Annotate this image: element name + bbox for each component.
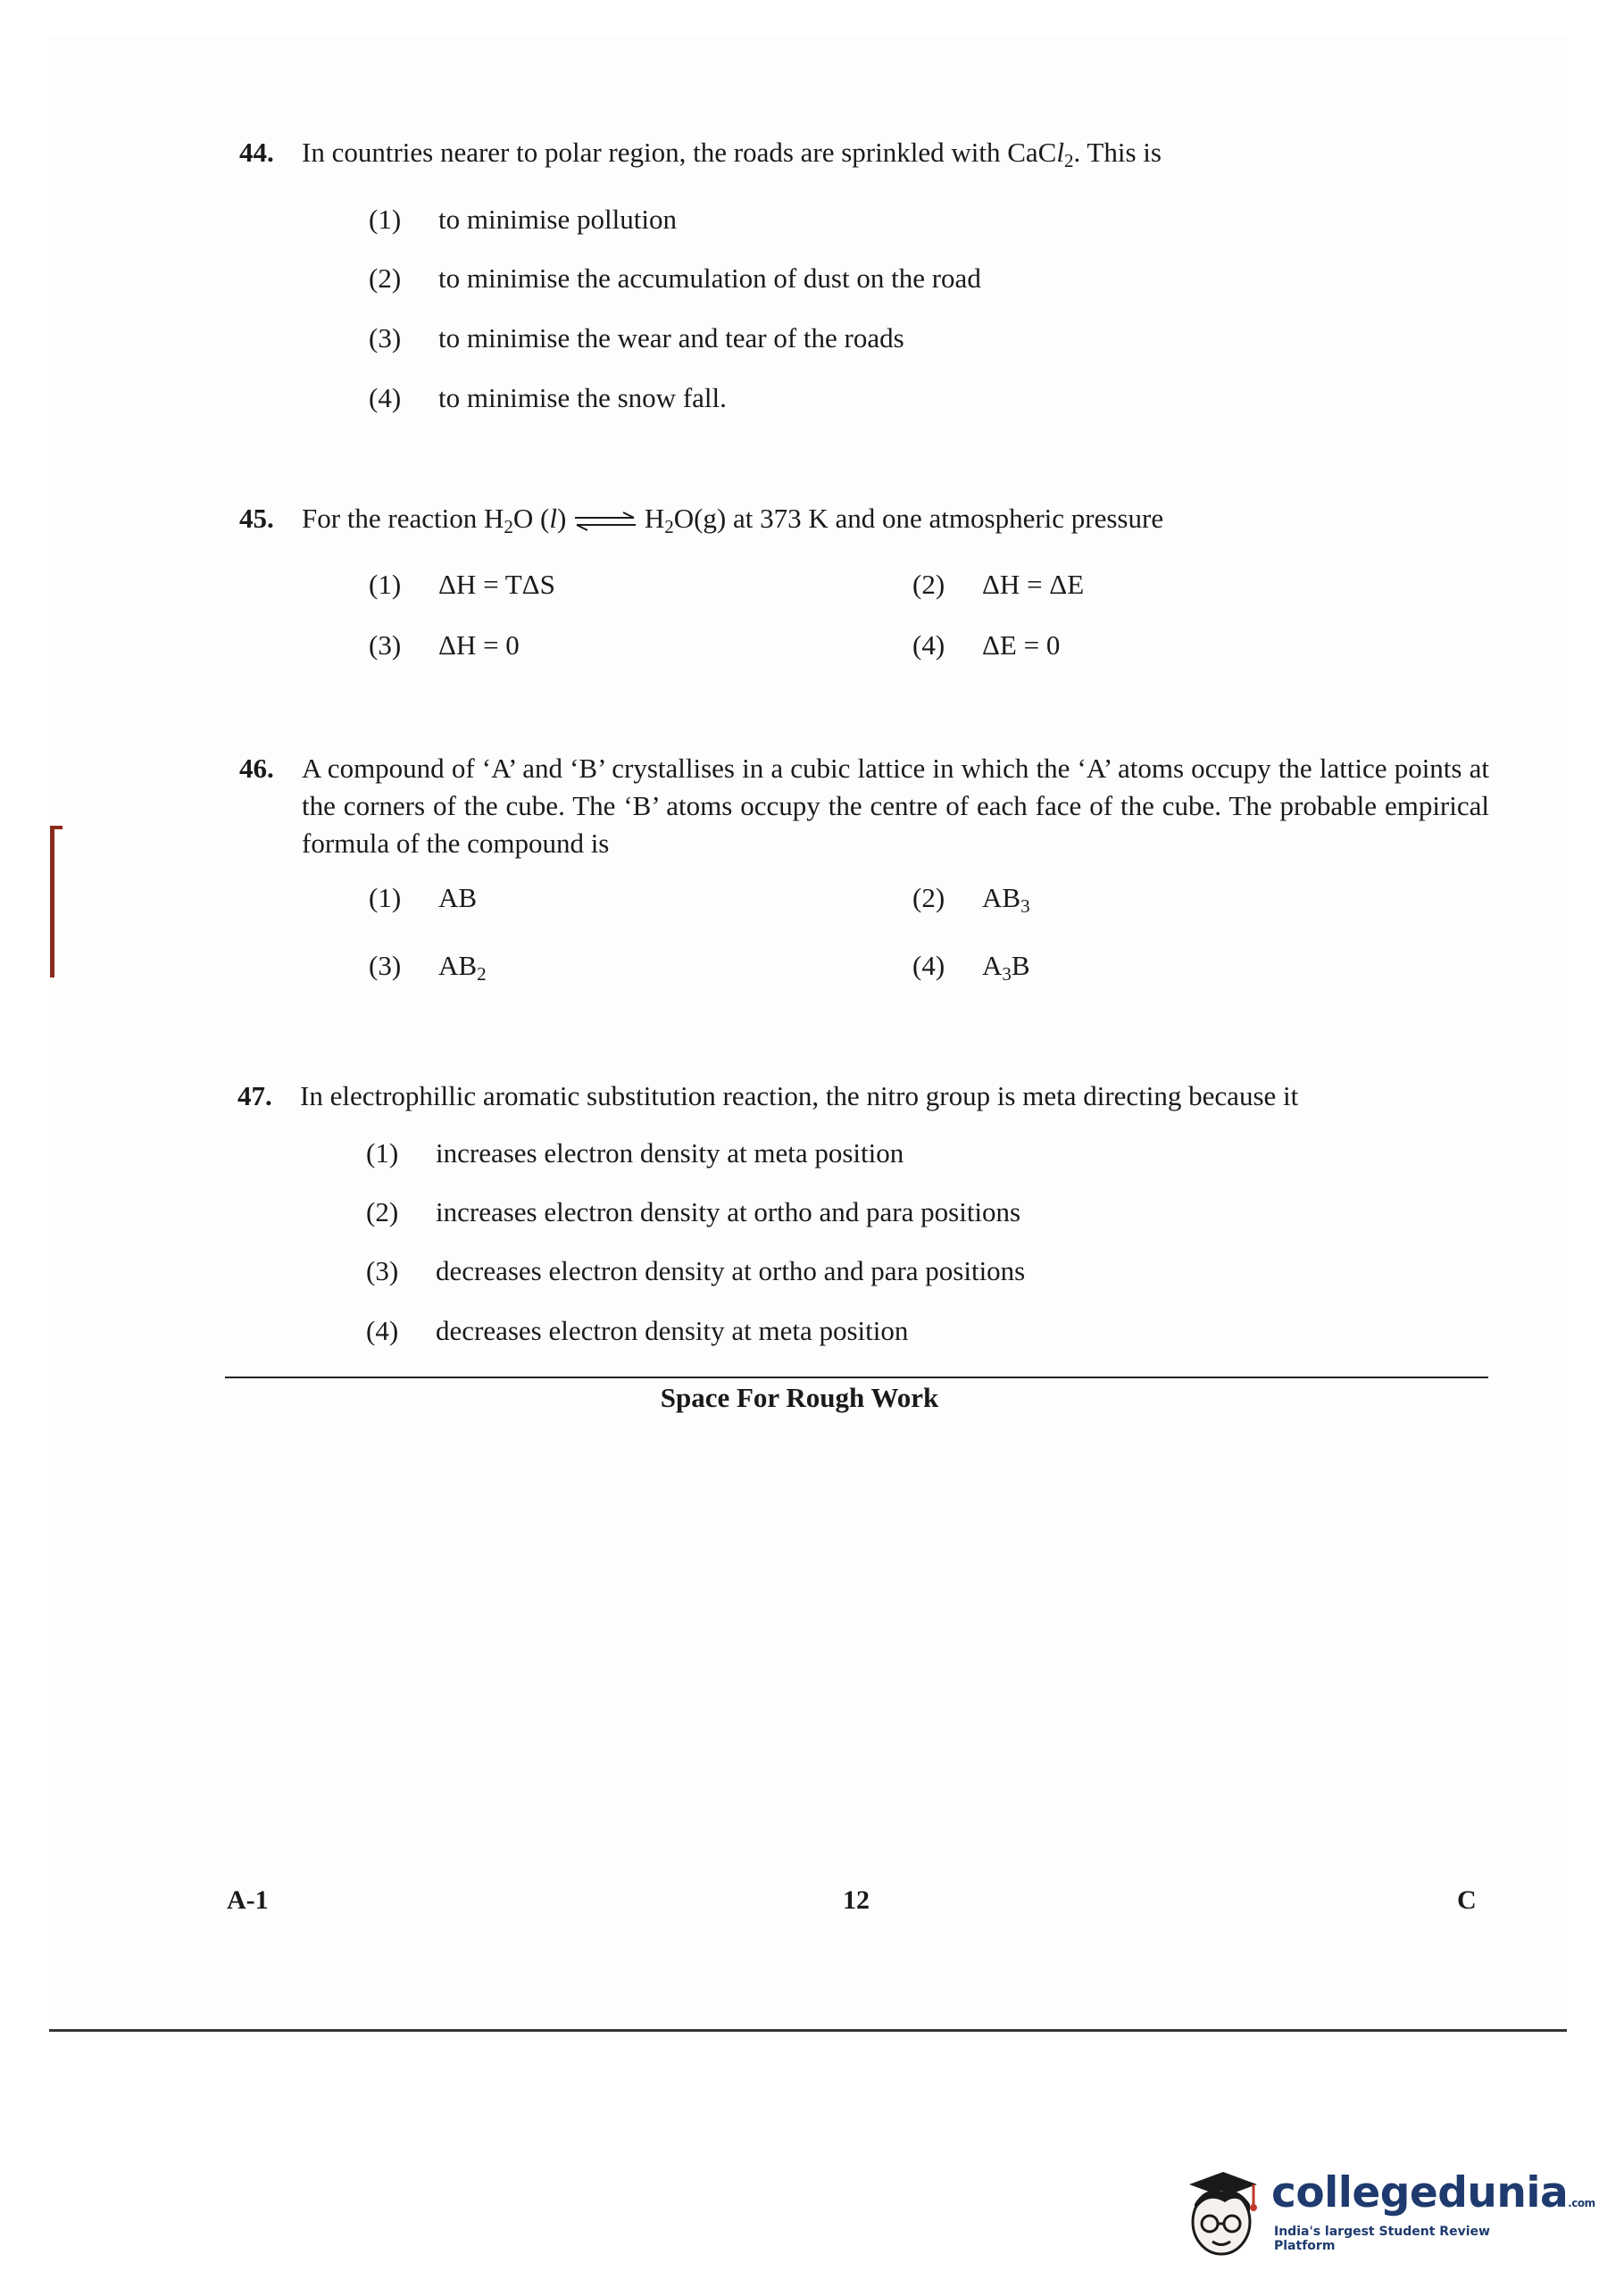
q44-option-1: (1) to minimise pollution — [369, 204, 677, 235]
q46-option-1: (1) AB — [369, 882, 478, 913]
question-text: In countries nearer to polar region, the roads are sprinkled with CaCl$_2$. This is — [302, 137, 1162, 171]
margin-mark — [50, 826, 54, 977]
q44-option-2: (2) to minimise the accumulation of dust on the road — [369, 262, 981, 294]
question-text: For the reaction $H_2O$ (l) $H_2O(g)$ at 373 K and one atmospheric pressure — [302, 503, 1164, 537]
q46-option-4: (4) $A_3B$ — [912, 950, 1030, 985]
question-number: 44. — [239, 137, 274, 168]
question-47 — [237, 1077, 1487, 1115]
q47-option-4: (4) decreases electron density at meta position — [366, 1315, 909, 1346]
question-number: 47. — [237, 1080, 272, 1111]
question-text: In electrophillic aromatic substitution reaction, the nitro group is meta directing because it — [300, 1080, 1299, 1111]
question-number: 46. — [239, 753, 274, 784]
page-bottom-edge — [49, 2029, 1567, 2032]
brand-dotcom: .com — [1568, 2197, 1595, 2209]
q47-option-1: (1) increases electron density at meta position — [366, 1137, 904, 1169]
margin-mark-tick — [50, 826, 62, 829]
footer-set: C — [1457, 1885, 1477, 1915]
rough-work-divider — [225, 1377, 1488, 1378]
rough-work-label: Space For Rough Work — [660, 1382, 939, 1413]
q46-option-2: (2) $AB_3$ — [912, 882, 1030, 917]
student-mascot-icon — [1171, 2165, 1270, 2263]
question-number: 45. — [239, 503, 274, 534]
collegedunia-brand — [1171, 2165, 1595, 2263]
footer-code: A-1 — [227, 1885, 269, 1915]
q44-option-3: (3) to minimise the wear and tear of the roads — [369, 322, 904, 354]
question-46 — [239, 750, 1489, 862]
question-44 — [239, 134, 1489, 171]
q44-option-4: (4) to minimise the snow fall. — [369, 382, 727, 413]
q45-option-2: (2) ΔH = ΔE — [912, 569, 1085, 600]
q45-option-3: (3) ΔH = 0 — [369, 629, 520, 661]
question-text: A compound of ‘A’ and ‘B’ crystallises in a cubic lattice in which the ‘A’ atoms occupy the lattice points at the corners of the cube. The ‘B’ atoms occupy the centre of each face of the cube. The probable empirical formula of the compound is — [302, 753, 1489, 859]
question-45 — [239, 500, 1489, 537]
brand-name: collegedunia.com — [1271, 2168, 1595, 2217]
q45-option-1: (1) ΔH = TΔS — [369, 569, 555, 600]
q47-option-2: (2) increases electron density at ortho and para positions — [366, 1196, 1021, 1227]
page-number: 12 — [843, 1885, 870, 1915]
q46-option-3: (3) $AB_2$ — [369, 950, 487, 985]
q45-option-4: (4) ΔE = 0 — [912, 629, 1061, 661]
equilibrium-arrow-icon — [573, 512, 637, 531]
q47-option-3: (3) decreases electron density at ortho and para positions — [366, 1255, 1026, 1286]
brand-tagline: India's largest Student Review Platform — [1274, 2225, 1490, 2253]
